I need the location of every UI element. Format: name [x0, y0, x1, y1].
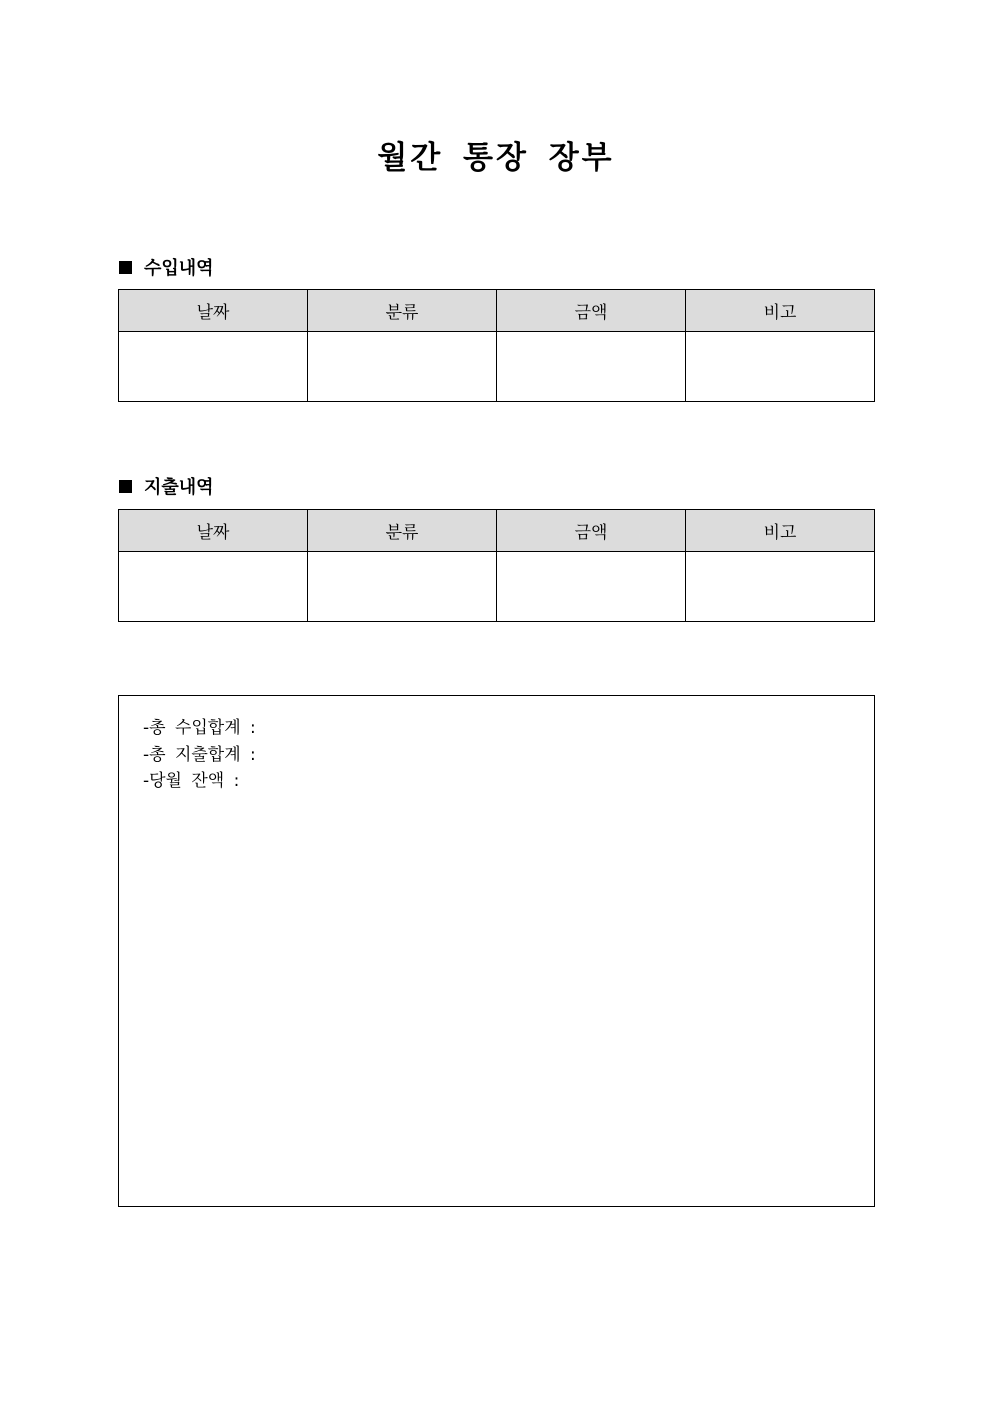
expense-note-cell[interactable] — [686, 552, 875, 622]
total-income-line: -총 수입합계 : — [143, 718, 256, 738]
page-title: 월간 통장 장부 — [377, 140, 615, 176]
expense-amount-cell[interactable] — [497, 552, 686, 622]
expense-col-amount: 금액 — [497, 510, 686, 552]
expense-section-heading — [119, 473, 214, 499]
square-bullet-icon — [119, 261, 132, 274]
income-header-row — [119, 290, 875, 332]
monthly-balance-line: -당월 잔액 : — [143, 771, 240, 791]
expense-col-date: 날짜 — [119, 510, 308, 552]
summary-box[interactable] — [118, 695, 875, 1207]
income-date-cell[interactable] — [119, 332, 308, 402]
expense-header-row — [119, 510, 875, 552]
expense-col-note: 비고 — [686, 510, 875, 552]
income-category-cell[interactable] — [308, 332, 497, 402]
expense-category-cell[interactable] — [308, 552, 497, 622]
expense-table — [118, 509, 875, 622]
income-table — [118, 289, 875, 402]
income-section-heading — [119, 254, 214, 280]
income-col-amount: 금액 — [497, 290, 686, 332]
total-expense-line: -총 지출합계 : — [143, 744, 256, 765]
income-col-note: 비고 — [686, 290, 875, 332]
table-row — [119, 332, 875, 402]
expense-date-cell[interactable] — [119, 552, 308, 622]
income-amount-cell[interactable] — [497, 332, 686, 402]
income-col-category: 분류 — [308, 290, 497, 332]
expense-col-category: 분류 — [308, 510, 497, 552]
income-col-date: 날짜 — [119, 290, 308, 332]
income-heading-label: 수입내역 — [144, 258, 214, 279]
summary-lines — [143, 715, 256, 795]
income-note-cell[interactable] — [686, 332, 875, 402]
expense-heading-label: 지출내역 — [144, 477, 214, 498]
table-row — [119, 552, 875, 622]
square-bullet-icon — [119, 480, 132, 493]
